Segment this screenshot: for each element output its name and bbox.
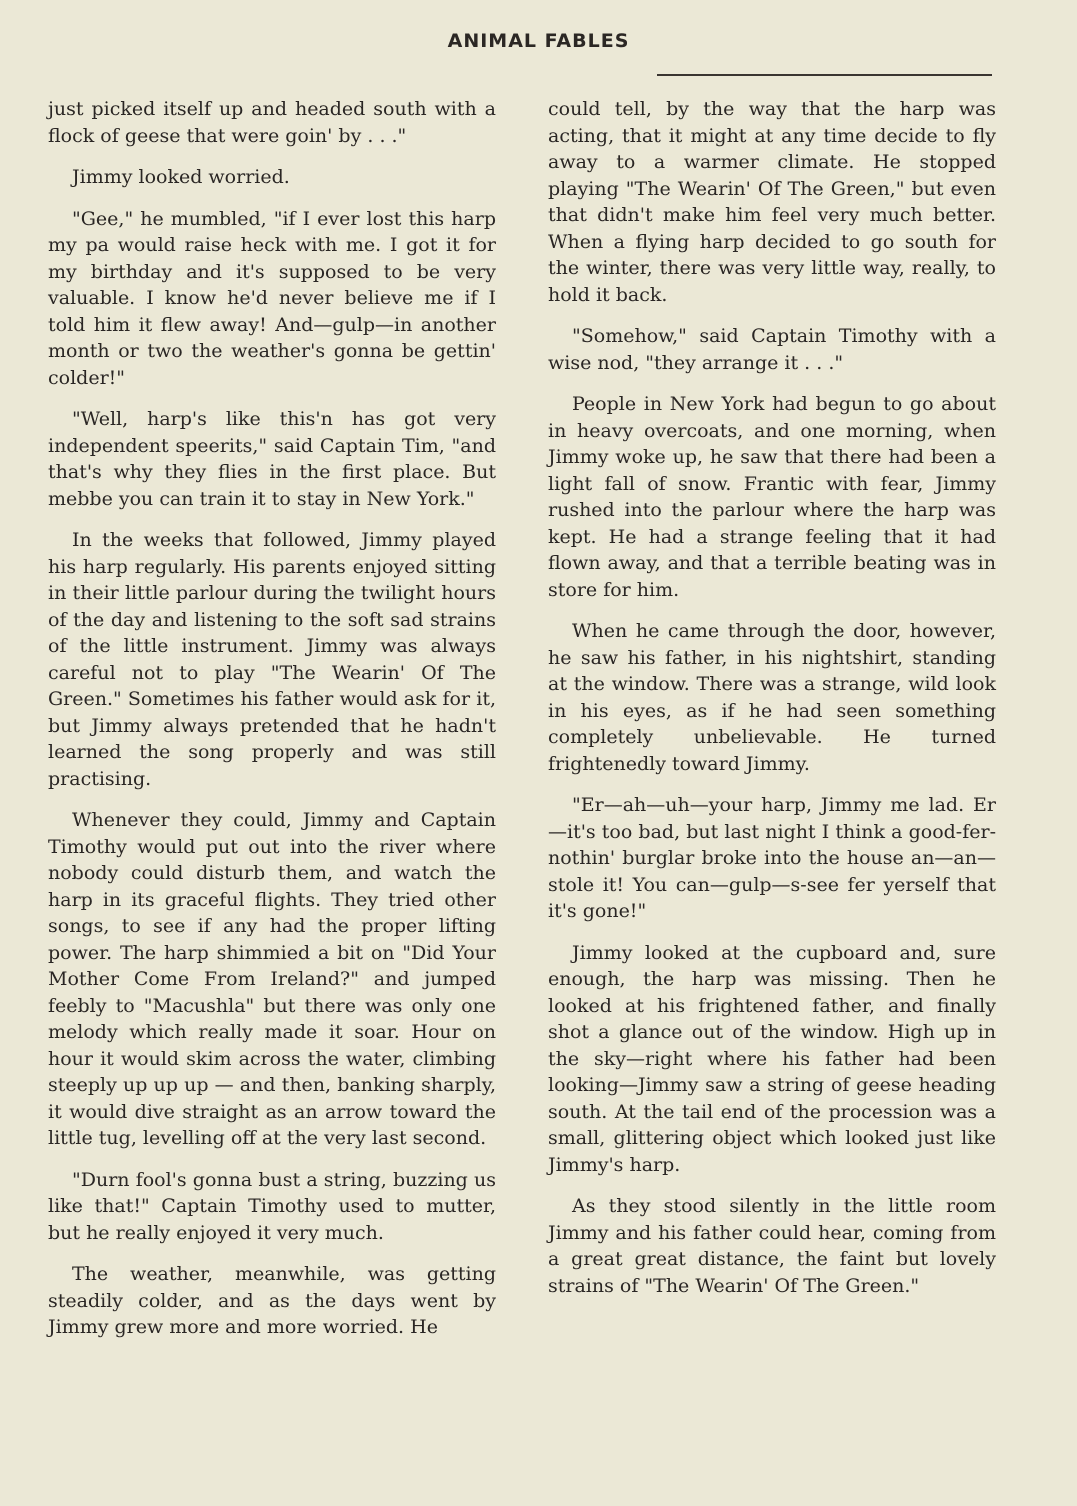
left-paragraph-5: In the weeks that followed, Jimmy played his harp regularly. His parents enjoyed sitting in their little parlour during the twilight hours of the day and listening to the soft sad strains of the little instrument. Jimmy was always careful not to play "The Wearin' Of The Green." Sometimes his father would ask for it, but Jimmy always pretended that he hadn't learned the song properly and was still practising.: [48, 529, 496, 790]
right-paragraph-7: As they stood silently in the little room Jimmy and his father could hear, coming from a great great distance, the faint but lovely strains of "The Wearin' Of The Green.": [548, 1195, 996, 1297]
right-paragraph-4: When he came through the door, however, he saw his father, in his nightshirt, standing at the window. There was a strange, wild look in his eyes, as if he had seen something completely unbelievable. He turned frightenedly toward Jimmy.: [548, 620, 996, 775]
right-paragraph-5: "Er—ah—uh—your harp, Jimmy me lad. Er—it's too bad, but last night I think a good-fer-nothin' burglar broke into the house an—an—stole it! You can—gulp—s-see fer yerself that it's gone!": [548, 794, 996, 922]
right-paragraph-6: Jimmy looked at the cupboard and, sure enough, the harp was missing. Then he looked at his frightened father, and finally shot a glance out of the window. High up in the sky—right where his father had been looking—Jimmy saw a string of geese heading south. At the tail end of the procession was a small, glittering object which looked just like Jimmy's harp.: [548, 941, 996, 1176]
left-paragraph-4: "Well, harp's like this'n has got very independent speerits," said Captain Tim, "and that's why they flies in the first place. But mebbe you can train it to stay in New York.": [48, 408, 496, 510]
right-paragraph-3: People in New York had begun to go about in heavy overcoats, and one morning, when Jimmy woke up, he saw that there had been a light fall of snow. Frantic with fear, Jimmy rushed into the parlour where the harp was kept. He had a strange feeling that it had flown away, and that a terrible beating was in store for him.: [548, 393, 996, 601]
left-paragraph-8: The weather, meanwhile, was getting steadily colder, and as the days went by Jimmy grew more and more worried. He: [48, 1263, 496, 1338]
page-title: ANIMAL FABLES: [447, 30, 630, 52]
right-paragraph-1: could tell, by the way that the harp was acting, that it might at any time decide to fly away to a warmer climate. He stopped playing "The Wearin' Of The Green," but even that didn't make him feel very much better. When a flying harp decided to go south for the winter, there was very little way, really, to hold it back.: [548, 98, 996, 306]
left-paragraph-2: Jimmy looked worried.: [72, 166, 290, 188]
left-paragraph-6: Whenever they could, Jimmy and Captain Timothy would put out into the river where nobody could disturb them, and watch the harp in its graceful flights. They tried other songs, to see if any had the proper lifting power. The harp shimmied a bit on "Did Your Mother Come From Ireland?" and jumped feebly to "Macushla" but there was only one melody which really made it soar. Hour on hour it would skim across the water, climbing steeply up up up — and then, banking sharply, it would dive straight as an arrow toward the little tug, levelling off at the very last second.: [48, 809, 496, 1149]
left-paragraph-7: "Durn fool's gonna bust a string, buzzing us like that!" Captain Timothy used to mutter, but he really enjoyed it very much.: [48, 1168, 496, 1244]
header-rule: [657, 74, 992, 76]
left-column: [48, 96, 496, 1356]
left-paragraph-3: "Gee," he mumbled, "if I ever lost this harp my pa would raise heck with me. I got it for my birthday and it's supposed to be very valuable. I know he'd never believe me if I told him it flew away! And—gulp—in another month or two the weather's gonna be gettin' colder!": [48, 207, 496, 389]
right-paragraph-2: "Somehow," said Captain Timothy with a wise nod, "they arrange it . . .": [548, 325, 996, 374]
right-column: [548, 96, 996, 1314]
left-paragraph-1: just picked itself up and headed south with a flock of geese that were goin' by . . .": [48, 98, 496, 147]
